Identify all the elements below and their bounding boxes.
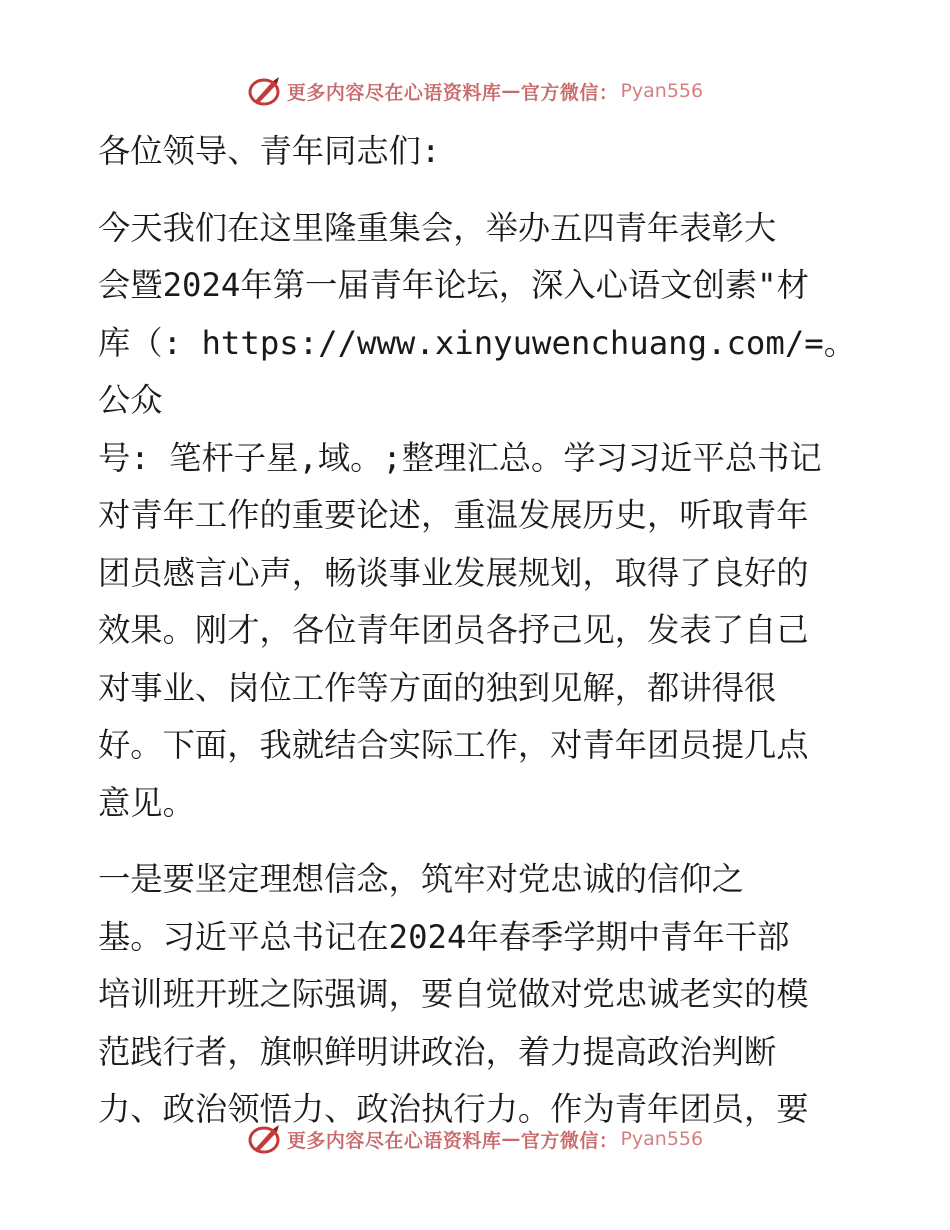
- text-line: 对青年工作的重要论述，重温发展历史，听取青年: [98, 496, 809, 534]
- text-line: 效果。刚才，各位青年团员各抒己见，发表了自己: [98, 611, 809, 649]
- watermark-official: 官方微信：: [520, 1129, 619, 1152]
- header-watermark: [0, 74, 950, 108]
- greeting: 各位领导、青年同志们:: [98, 132, 441, 170]
- paragraph-2: [98, 851, 858, 1139]
- text-line: 力、政治领悟力、政治执行力。作为青年团员，要: [98, 1090, 809, 1128]
- text-line: 范践行者，旗帜鲜明讲政治，着力提高政治判断: [98, 1032, 777, 1071]
- text-line: 库（: https://www.xinyuwenchuang.com/=。公众: [98, 323, 856, 419]
- pen-logo-icon: [247, 75, 283, 107]
- text-line: 培训班开班之际强调，要自觉做对党忠诚老实的模: [98, 975, 809, 1013]
- text-line: 号: 笔杆子星,域。;整理汇总。学习习近平总书记: [98, 438, 822, 477]
- watermark-official: 官方微信：: [520, 81, 619, 104]
- watermark-dash: —: [501, 80, 521, 102]
- text-line: 一是要坚定理想信念，筑牢对党忠诚的信仰之: [98, 860, 744, 898]
- watermark-wechat-id: Pyan556: [620, 80, 704, 102]
- document-body: [98, 123, 858, 1139]
- watermark-dash: —: [501, 1128, 521, 1150]
- text-line: 对事业、岗位工作等方面的独到见解，都讲得很: [98, 668, 777, 707]
- watermark-text: 更多内容尽在心语资料库: [286, 81, 502, 104]
- watermark-text: 更多内容尽在心语资料库: [286, 1129, 502, 1152]
- text-line: 基。习近平总书记在2024年春季学期中青年干部: [98, 917, 790, 956]
- footer-watermark: [0, 1122, 950, 1156]
- text-line: 好。下面，我就结合实际工作，对青年团员提几点: [98, 726, 809, 764]
- text-line: 意见。: [98, 783, 195, 822]
- text-line: 会暨2024年第一届青年论坛，深入心语文创素"材: [98, 266, 809, 304]
- watermark-wechat-id: Pyan556: [620, 1128, 704, 1150]
- text-line: 团员感言心声，畅谈事业发展规划，取得了良好的: [98, 553, 809, 592]
- pen-logo-icon: [247, 1123, 283, 1155]
- text-line: 今天我们在这里隆重集会，举办五四青年表彰大: [98, 208, 777, 247]
- paragraph-1: [98, 200, 858, 833]
